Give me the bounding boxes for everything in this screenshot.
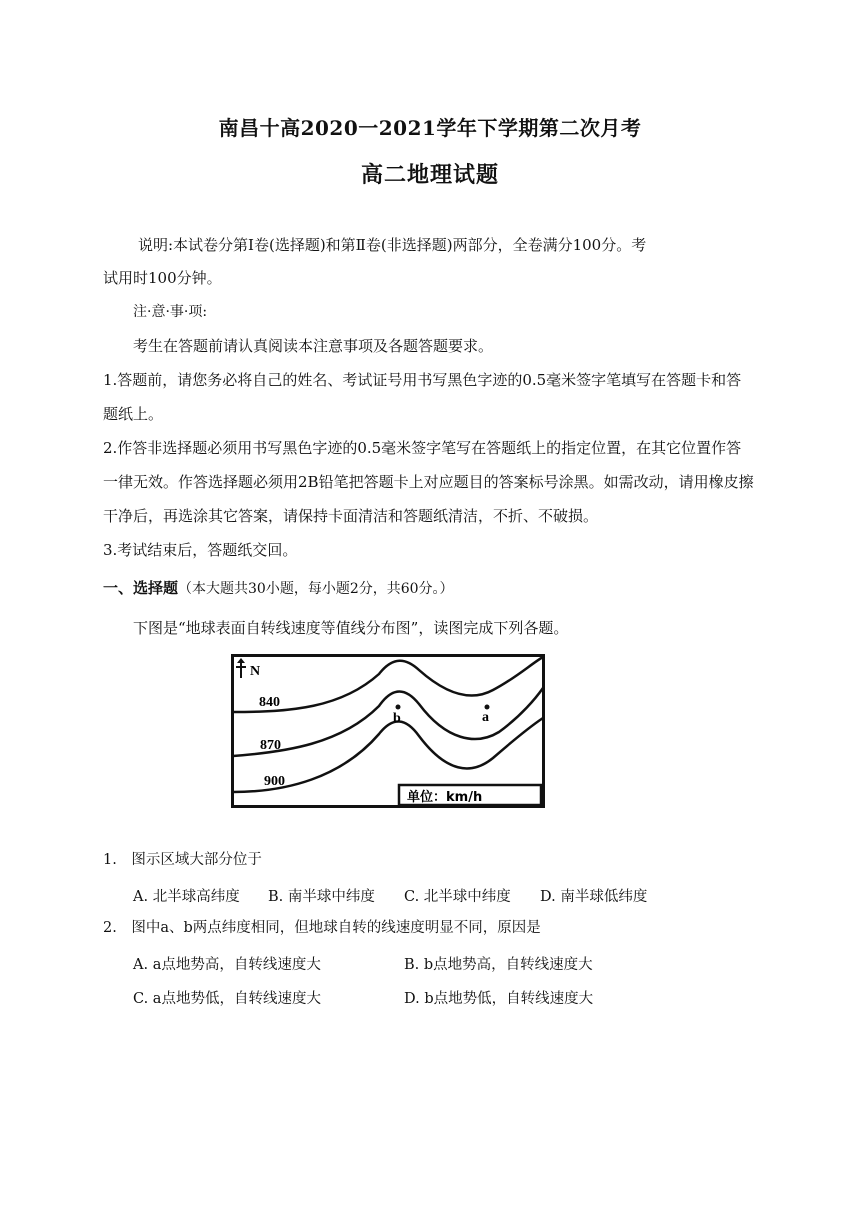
point-a-marker (485, 705, 490, 710)
question-2-option-c: C. a点地势低，自转线速度大 (133, 991, 321, 1007)
notice-item-2c: 干净后，再选涂其它答案，请保持卡面清洁和答题纸清洁，不折、不破损。 (103, 507, 599, 525)
question-2-stem: 2. 图中a、b两点纬度相同，但地球自转的线速度明显不同，原因是 (103, 920, 541, 936)
notice-item-1a: 1.答题前，请您务必将自己的姓名、考试证号用书写黑色字迹的0.5毫米签字笔填写在答题卡和答 (103, 371, 742, 389)
question-1-option-d: D. 南半球低纬度 (540, 889, 648, 905)
notice-item-3: 3.考试结束后，答题纸交回。 (103, 541, 298, 559)
notice-heading: 注·意·事·项: (133, 304, 208, 320)
figure-intro: 下图是“地球表面自转线速度等值线分布图”，读图完成下列各题。 (133, 619, 569, 637)
notice-item-2a: 2.作答非选择题必须用书写黑色字迹的0.5毫米签字笔写在答题纸上的指定位置，在其它位置作答 (103, 439, 742, 457)
notice-item-2b: 一律无效。作答选择题必须用2B铅笔把答题卡上对应题目的答案标号涂黑。如需改动，请用橡皮擦 (103, 473, 754, 491)
notice-intro: 考生在答题前请认真阅读本注意事项及各题答题要求。 (133, 337, 494, 355)
rotation-speed-contour-map (231, 654, 545, 808)
question-1-option-b: B. 南半球中纬度 (268, 889, 375, 905)
question-1-stem: 1. 图示区域大部分位于 (103, 852, 262, 868)
instructions-line-1: 说明:本试卷分第Ⅰ卷(选择题)和第Ⅱ卷(非选择题)两部分，全卷满分100分。考 (138, 236, 647, 254)
contour-label-900: 900 (264, 774, 285, 789)
question-2-option-d: D. b点地势低，自转线速度大 (404, 991, 594, 1007)
section-heading-rest: （本大题共30小题，每小题2分，共60分。） (178, 581, 454, 597)
question-1-option-a: A. 北半球高纬度 (133, 889, 240, 905)
instructions-line-2: 试用时100分钟。 (103, 269, 222, 287)
point-a-label: a (482, 710, 489, 725)
question-2-option-a: A. a点地势高，自转线速度大 (133, 957, 321, 973)
question-1-option-c: C. 北半球中纬度 (404, 889, 511, 905)
exam-subtitle: 高二地理试题 (360, 162, 499, 188)
contour-map-svg (231, 654, 545, 808)
unit-label: 单位：km/h (407, 790, 483, 805)
section-heading (103, 578, 454, 599)
contour-label-840: 840 (259, 695, 280, 710)
section-heading-bold: 一、选择题 (103, 579, 179, 597)
point-b-marker (396, 705, 401, 710)
notice-item-1b: 题纸上。 (103, 405, 164, 423)
exam-title: 南昌十高2020一2021学年下学期第二次月考 (218, 116, 642, 140)
contour-label-870: 870 (260, 738, 281, 753)
point-b-label: b (393, 711, 401, 726)
question-2-option-b: B. b点地势高，自转线速度大 (404, 957, 593, 973)
north-label: N (250, 664, 261, 679)
